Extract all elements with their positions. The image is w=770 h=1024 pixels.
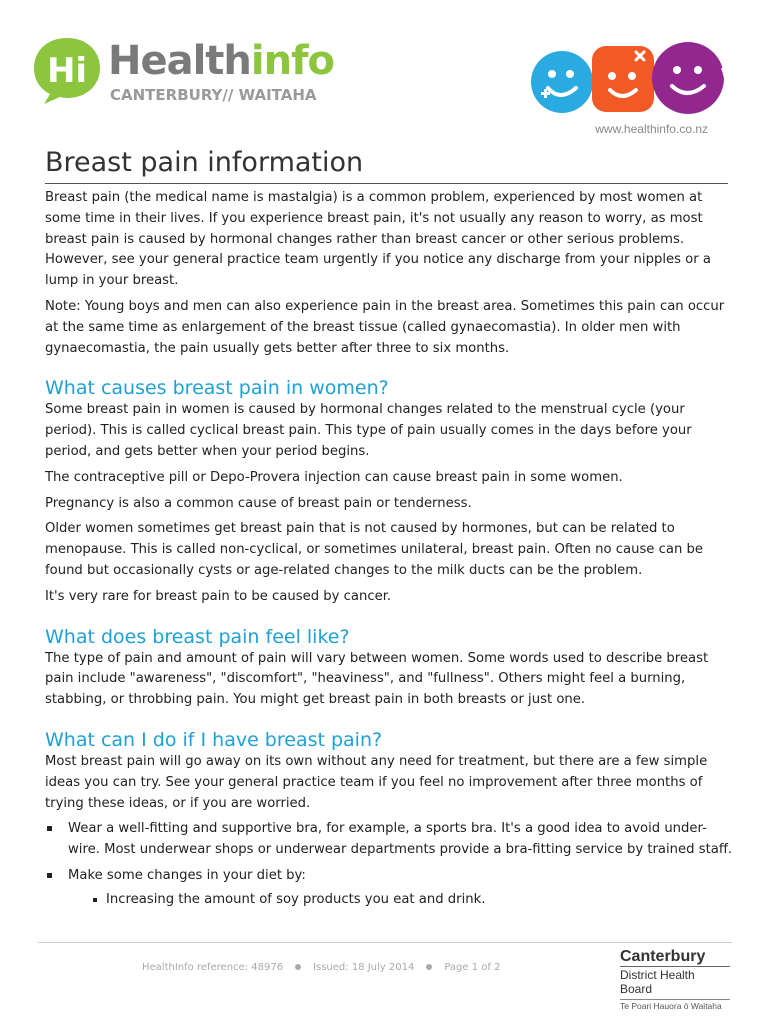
healthinfo-logo[interactable] [30, 34, 334, 114]
bullet-square-icon [47, 826, 52, 831]
causes-paragraph: Some breast pain in women is caused by hormonal changes related to the menstrual cycle (your period). This is called cyclical breast pain. This type of pain usually comes in the days before your period, and gets better when your period begins. [45, 402, 692, 459]
advice-list [45, 819, 735, 910]
list-item-text: Wear a well-fitting and supportive bra, for example, a sports bra. It's a good idea to avoid under-wire. Most underwear shops or underwear departments provide a bra-fitting service by trained staff. [68, 821, 733, 858]
cdhb-logo-line1: Canterbury [620, 948, 706, 965]
logo-wordmark [108, 38, 334, 84]
list-item-text: Make some changes in your diet by: [68, 867, 306, 883]
page-title: Breast pain information [45, 147, 364, 178]
what-to-do-paragraph: Most breast pain will go away on its own without any need for treatment, but there are a few simple ideas you can try. See your general practice team if you feel no improvement after three months of trying these ideas, or if you are worried. [45, 753, 708, 811]
section-heading-what-to-do: What can I do if I have breast pain? [45, 728, 383, 751]
note-text: : Young boys and men can also experience pain in the breast area. Sometimes this pain can occur at the same time as enlargement of the breast tissue (called gynaecomastia). In older men with gynaecomastia, the pain usually gets better after three to six months. [45, 298, 725, 356]
note-label: Note [45, 298, 77, 314]
sub-list-item [92, 890, 735, 911]
note-paragraph [45, 297, 735, 359]
footer-reference: HealthInfo reference: 48976 [142, 962, 284, 973]
hi-speech-bubble-icon [30, 34, 104, 106]
section-heading-causes: What causes breast pain in women? [45, 377, 389, 400]
smiley-faces-graphic [530, 38, 740, 122]
cdhb-logo-line2: District Health Board [620, 966, 730, 996]
purple-face-icon [652, 42, 726, 114]
blue-face-icon [531, 51, 593, 113]
bullet-square-icon [93, 898, 97, 902]
feel-paragraph: The type of pain and amount of pain will vary between women. Some words used to describe breast pain include "awareness", "discomfort", "heaviness", and "fullness". Others might feel a burning, stabbing, or throbbing pain. You might get breast pain in both breasts or just one. [45, 650, 709, 708]
logo-mark-text: Hi [46, 51, 88, 91]
intro-paragraph: Breast pain (the medical name is mastalgia) is a common problem, experienced by most women at some time in their lives. If you experience breast pain, it's not usually any reason to worry, as most breast pain is caused by hormonal changes rather than breast cancer or other serious problems. However, see your general practice team urgently if you notice any discharge from your nipples or a lump in your breast. [45, 190, 711, 289]
logo-word-health: Health [108, 38, 251, 84]
page-header [0, 0, 770, 150]
causes-paragraph: The contraceptive pill or Depo-Provera injection can cause breast pain in some women. [45, 469, 623, 485]
sub-list-item-text: Increasing the amount of soy products you eat and drink. [106, 891, 486, 907]
bullet-square-icon [47, 873, 52, 878]
cdhb-logo-line3: Te Poari Hauora ō Waitaha [620, 999, 730, 1012]
title-block [45, 143, 728, 184]
causes-paragraph: Pregnancy is also a common cause of breast pain or tenderness. [45, 495, 472, 511]
footer-dot-icon [426, 964, 432, 970]
cdhb-logo [620, 948, 730, 1012]
logo-word-info: info [250, 38, 334, 84]
list-item [45, 819, 735, 861]
document-body [45, 188, 735, 916]
diet-sub-list [68, 890, 735, 911]
footer-divider [38, 942, 732, 943]
footer-issued: Issued: 18 July 2014 [313, 962, 415, 973]
logo-subtitle: CANTERBURY// WAITAHA [110, 86, 317, 104]
list-item [45, 866, 735, 911]
causes-paragraph: Older women sometimes get breast pain that is not caused by hormones, but can be related to menopause. This is called non-cyclical, or sometimes unilateral, breast pain. Often no cause can be found but occasionally cysts or age-related changes to the milk ducts can be the problem. [45, 521, 703, 578]
footer-meta [142, 962, 500, 973]
website-url[interactable]: www.healthinfo.co.nz [595, 122, 708, 136]
causes-paragraph: It's very rare for breast pain to be caused by cancer. [45, 588, 392, 604]
orange-face-icon [592, 46, 654, 112]
section-heading-feel: What does breast pain feel like? [45, 625, 350, 648]
footer-dot-icon [295, 964, 301, 970]
footer-page: Page 1 of 2 [444, 962, 501, 973]
